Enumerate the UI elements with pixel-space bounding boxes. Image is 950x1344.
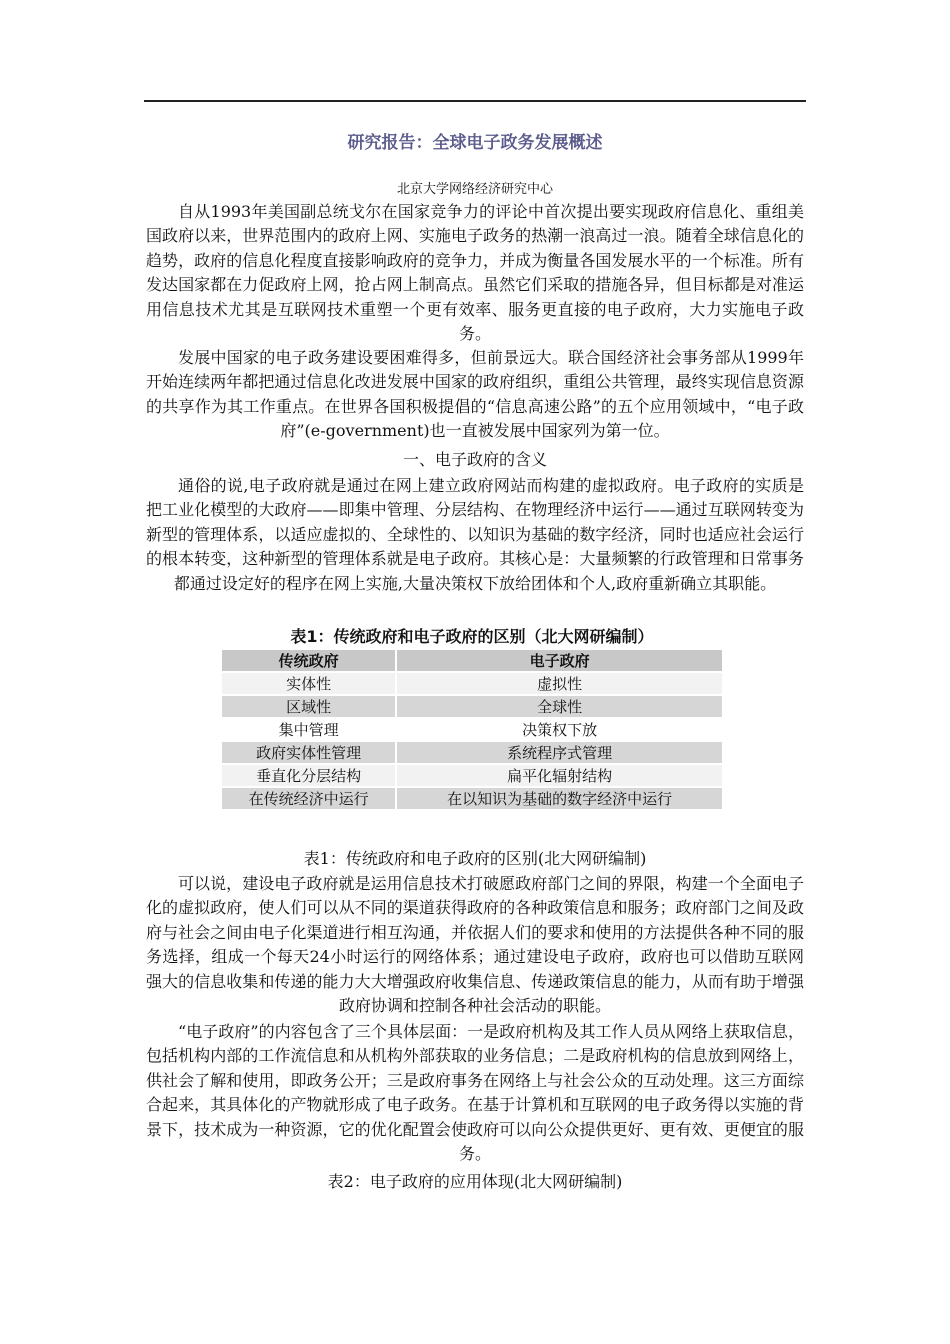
table-row xyxy=(222,696,722,717)
page-title: 研究报告：全球电子政务发展概述 xyxy=(347,133,603,153)
table-cell: 集中管理 xyxy=(222,719,395,740)
table1-caption: 表1：传统政府和电子政府的区别(北大网研编制) xyxy=(303,849,647,868)
table-cell: 扁平化辐射结构 xyxy=(397,765,722,786)
table-cell: 垂直化分层结构 xyxy=(222,765,395,786)
table-cell: 在以知识为基础的数字经济中运行 xyxy=(397,788,722,809)
section-heading: 一、电子政府的含义 xyxy=(402,450,547,469)
table-cell: 政府实体性管理 xyxy=(222,742,395,763)
table-cell: 系统程序式管理 xyxy=(397,742,722,763)
paragraph-developing: 发展中国家的电子政务建设要困难得多，但前景远大。联合国经济社会事务部从1999年开始连续两年都把通过信息化改进发展中国家的政府组织，重组公共管理，最终实现信息资源的共享作为其工作重点。在世界各国积极提倡的“信息高速公路”的五个应用领域中，“电子政府”(e-government)也一直被发展中国家列为第一位。 xyxy=(146,348,804,441)
table-cell: 在传统经济中运行 xyxy=(222,788,395,809)
table-cell: 实体性 xyxy=(222,673,395,694)
comparison-table xyxy=(220,648,724,811)
author-line: 北京大学网络经济研究中心 xyxy=(396,182,553,197)
table-header-row xyxy=(222,650,722,671)
paragraph-building: 可以说，建设电子政府就是运用信息技术打破愿政府部门之间的界限，构建一个全面电子化的虚拟政府，使人们可以从不同的渠道获得政府的各种政策信息和服务；政府部门之间及政府与社会之间由电子化渠道进行相互沟通，并依据人们的要求和使用的方法提供各种不同的服务选择，组成一个每天24小时运行的网络体系；通过建设电子政府，政府也可以借助互联网强大的信息收集和传递的能力大大增强政府收集信息、传递政策信息的能力，从而有助于增强政府协调和控制各种社会活动的职能。 xyxy=(146,874,804,1016)
paragraph-definition: 通俗的说,电子政府就是通过在网上建立政府网站而构建的虚拟政府。电子政府的实质是把工业化模型的大政府——即集中管理、分层结构、在物理经济中运行——通过互联网转变为新型的管理体系，以适应虚拟的、全球性的、以知识为基础的数字经济，同时也适应社会运行的根本转变，这种新型的管理体系就是电子政府。其核心是：大量频繁的行政管理和日常事务都通过设定好的程序在网上实施,大量决策权下放给团体和个人,政府重新确立其职能。 xyxy=(146,476,804,593)
table1-title: 表1：传统政府和电子政府的区别（北大网研编制） xyxy=(290,627,654,646)
table-row xyxy=(222,719,722,740)
top-rule xyxy=(144,100,806,102)
table-row xyxy=(222,742,722,763)
paragraph-intro: 自从1993年美国副总统戈尔在国家竞争力的评论中首次提出要实现政府信息化、重组美国政府以来，世界范围内的政府上网、实施电子政务的热潮一浪高过一浪。随着全球信息化的趋势，政府的信息化程度直接影响政府的竞争力，并成为衡量各国发展水平的一个标准。所有发达国家都在力促政府上网，抢占网上制高点。虽然它们采取的措施各异，但目标都是对准运用信息技术尤其是互联网技术重塑一个更有效率、服务更直接的电子政府，大力实施电子政务。 xyxy=(146,202,804,344)
table-cell: 虚拟性 xyxy=(397,673,722,694)
table-row xyxy=(222,765,722,786)
table-cell: 全球性 xyxy=(397,696,722,717)
table-cell: 决策权下放 xyxy=(397,719,722,740)
table2-caption: 表2：电子政府的应用体现(北大网研编制) xyxy=(327,1172,623,1191)
table-header-cell: 传统政府 xyxy=(222,650,395,671)
table-row xyxy=(222,673,722,694)
table-row xyxy=(222,788,722,809)
table-header-cell: 电子政府 xyxy=(397,650,722,671)
table-cell: 区域性 xyxy=(222,696,395,717)
paragraph-three-levels: “电子政府”的内容包含了三个具体层面：一是政府机构及其工作人员从网络上获取信息，包括机构内部的工作流信息和从机构外部获取的业务信息；二是政府机构的信息放到网络上，供社会了解和使用，即政务公开；三是政府事务在网络上与社会公众的互动处理。这三方面综合起来，其具体化的产物就形成了电子政务。在基于计算机和互联网的电子政务得以实施的背景下，技术成为一种资源，它的优化配置会使政府可以向公众提供更好、更有效、更便宜的服务。 xyxy=(146,1022,804,1164)
